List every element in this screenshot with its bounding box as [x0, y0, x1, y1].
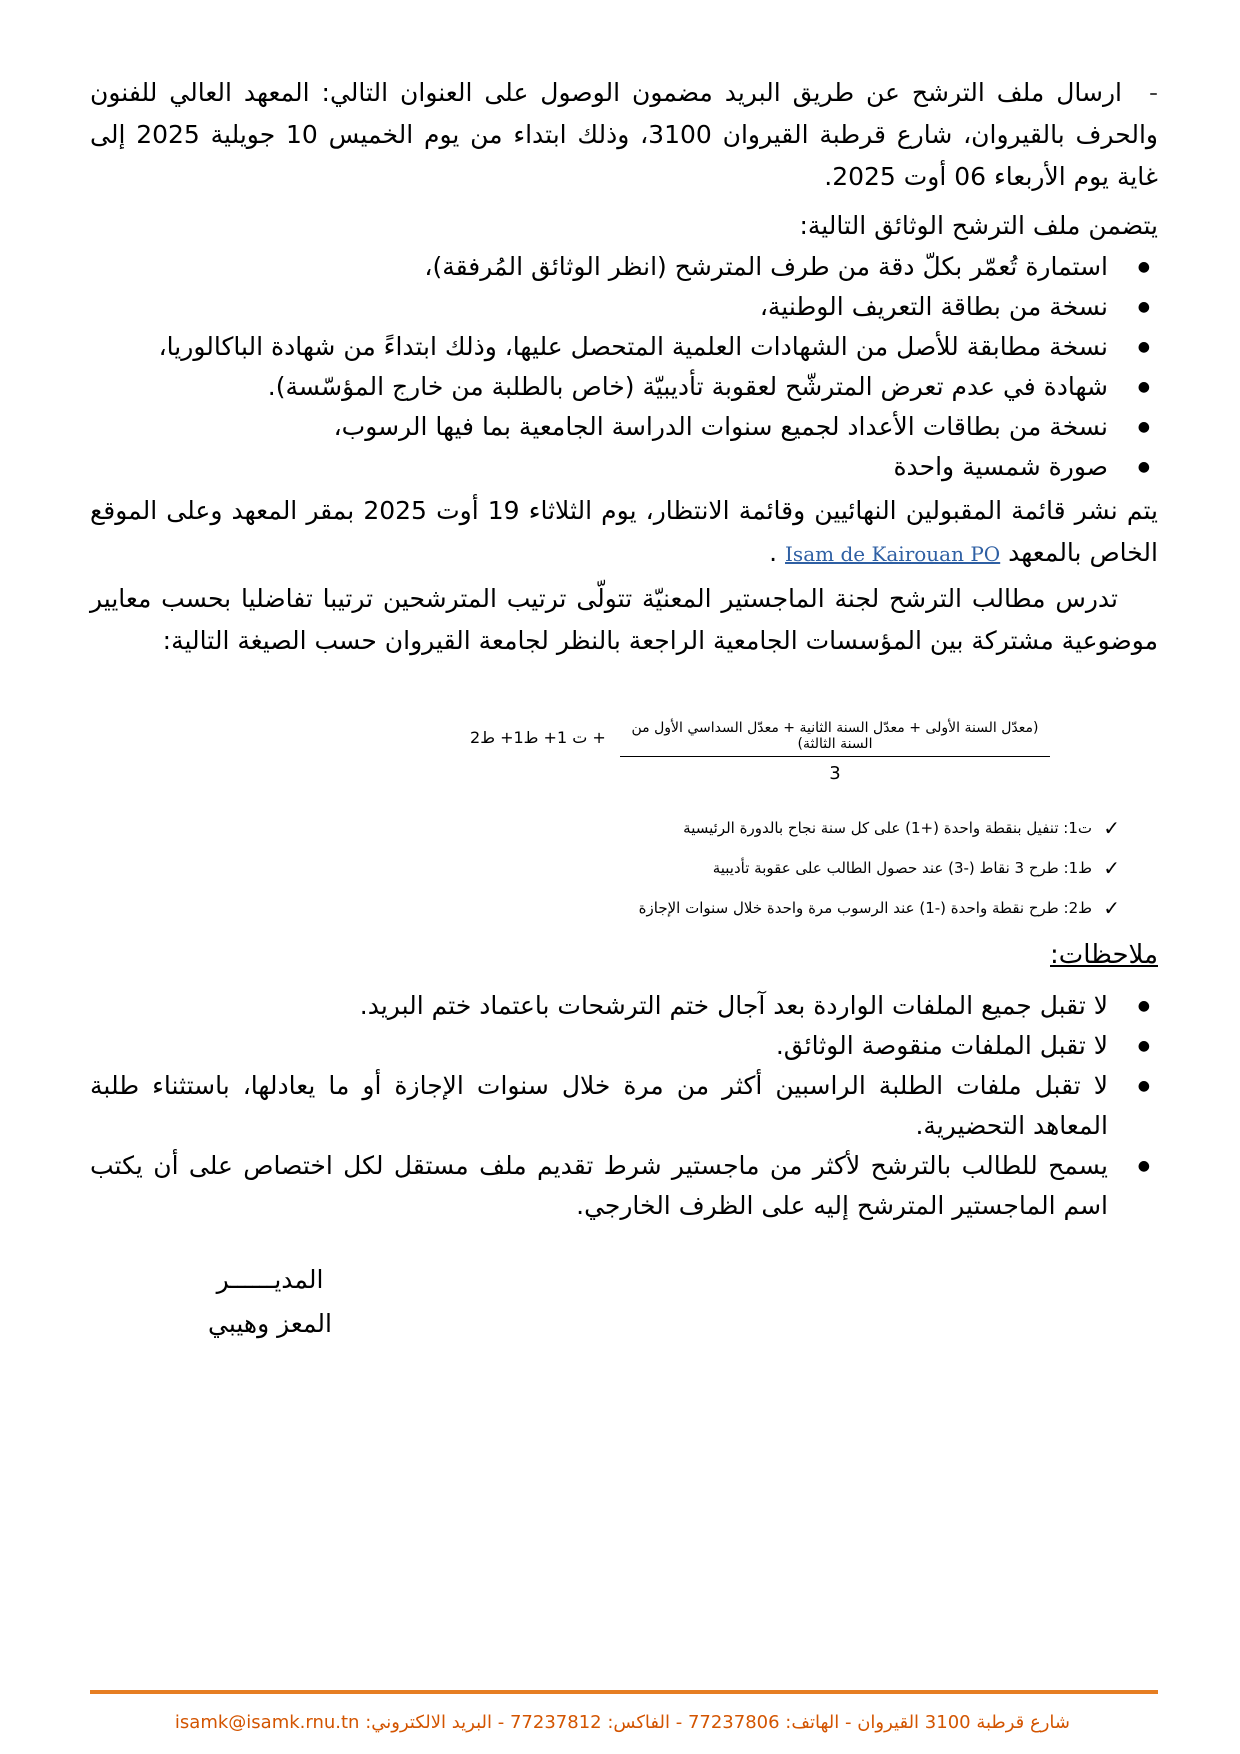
publish-text: يتم نشر قائمة المقبولين النهائيين وقائمة الانتظار، يوم الثلاثاء 19 أوت 2025 بمقر المعهد وعلى الموقع الخاص بالمعهد — [90, 496, 1158, 567]
publish-end: . — [769, 538, 778, 567]
formula-legend — [520, 808, 1120, 928]
footer-divider — [90, 1690, 1158, 1694]
formula-bonus-terms: + ت 1+ ط1+ ط2 — [470, 728, 606, 747]
signature-block — [190, 1258, 350, 1346]
footer-contact: شارع قرطبة 3100 القيروان - الهاتف: 77237806 - الفاكس: 77237812 - البريد الالكتروني: isamk@isamk.rnu.tn — [174, 1712, 1070, 1733]
publish-paragraph — [90, 490, 1158, 575]
signature-title: المديــــــر — [216, 1265, 324, 1294]
dash-marker: - — [1148, 78, 1158, 107]
notes-list — [90, 986, 1158, 1226]
list-item: ● صورة شمسية واحدة — [90, 447, 1158, 487]
docs-section — [90, 205, 1158, 487]
docs-list — [90, 247, 1158, 487]
list-item: ● استمارة تُعمّر بكلّ دقة من طرف المترشح (انظر الوثائق المُرفقة)، — [90, 247, 1158, 287]
criteria-paragraph: تدرس مطالب الترشح لجنة الماجستير المعنيّة تتولّى ترتيب المترشحين ترتيبا تفاضليا بحسب معايير موضوعية مشتركة بين المؤسسات الجامعية الراجعة بالنظر لجامعة القيروان حسب الصيغة التالية: — [90, 584, 1158, 655]
institute-site-link[interactable]: Isam de Kairouan PO — [785, 542, 1001, 566]
check-icon: ✓ — [1103, 896, 1120, 920]
check-icon: ✓ — [1103, 856, 1120, 880]
ranking-formula — [470, 720, 1070, 784]
legend-item: ✓ ط1: طرح 3 نقاط (-3) عند حصول الطالب على عقوبة تأديبية — [520, 848, 1120, 888]
legend-item: ✓ ط2: طرح نقطة واحدة (-1) عند الرسوب مرة واحدة خلال سنوات الإجازة — [520, 888, 1120, 928]
docs-title: يتضمن ملف الترشح الوثائق التالية: — [799, 211, 1158, 240]
formula-fraction — [620, 720, 1050, 784]
publish-section — [90, 490, 1158, 575]
list-item: ● نسخة مطابقة للأصل من الشهادات العلمية المتحصل عليها، وذلك ابتداءً من شهادة الباكالوريا، — [90, 327, 1158, 367]
list-item: ● شهادة في عدم تعرض المترشّح لعقوبة تأديبيّة (خاص بالطلبة من خارج المؤسّسة). — [90, 367, 1158, 407]
list-item: ● لا تقبل الملفات منقوصة الوثائق. — [90, 1026, 1158, 1066]
formula-denominator: 3 — [829, 763, 841, 784]
legend-item: ✓ ت1: تنفيل بنقطة واحدة (+1) على كل سنة نجاح بالدورة الرئيسية — [520, 808, 1120, 848]
signature-name: المعز وهيبي — [208, 1309, 332, 1338]
list-item: ● نسخة من بطاقات الأعداد لجميع سنوات الدراسة الجامعية بما فيها الرسوب، — [90, 407, 1158, 447]
formula-numerator: (معدّل السنة الأولى + معدّل السنة الثانية + معدّل السداسي الأول من السنة الثالثة) — [620, 720, 1050, 757]
notes-section — [90, 986, 1158, 1226]
list-item: ● نسخة من بطاقة التعريف الوطنية، — [90, 287, 1158, 327]
list-item: ● لا تقبل جميع الملفات الواردة بعد آجال ختم الترشحات باعتماد ختم البريد. — [90, 986, 1158, 1026]
list-item: ● يسمح للطالب بالترشح لأكثر من ماجستير شرط تقديم ملف مستقل لكل اختصاص على أن يكتب اسم الماجستير المترشح إليه على الظرف الخارجي. — [90, 1146, 1158, 1226]
intro-paragraph — [90, 72, 1158, 198]
notes-title: ملاحظات: — [1050, 940, 1158, 970]
criteria-section — [90, 578, 1158, 662]
check-icon: ✓ — [1103, 816, 1120, 840]
intro-text: ارسال ملف الترشح عن طريق البريد مضمون الوصول على العنوان التالي: المعهد العالي للفنون والحرف بالقيروان، شارع قرطبة القيروان 3100، وذلك ابتداء من يوم الخميس 10 جويلية 2025 إلى غاية يوم الأربعاء 06 أوت 2025. — [90, 78, 1158, 191]
list-item: ● لا تقبل ملفات الطلبة الراسبين أكثر من مرة خلال سنوات الإجازة أو ما يعادلها، باستثناء طلبة المعاهد التحضيرية. — [90, 1066, 1158, 1146]
intro-section — [90, 72, 1158, 198]
